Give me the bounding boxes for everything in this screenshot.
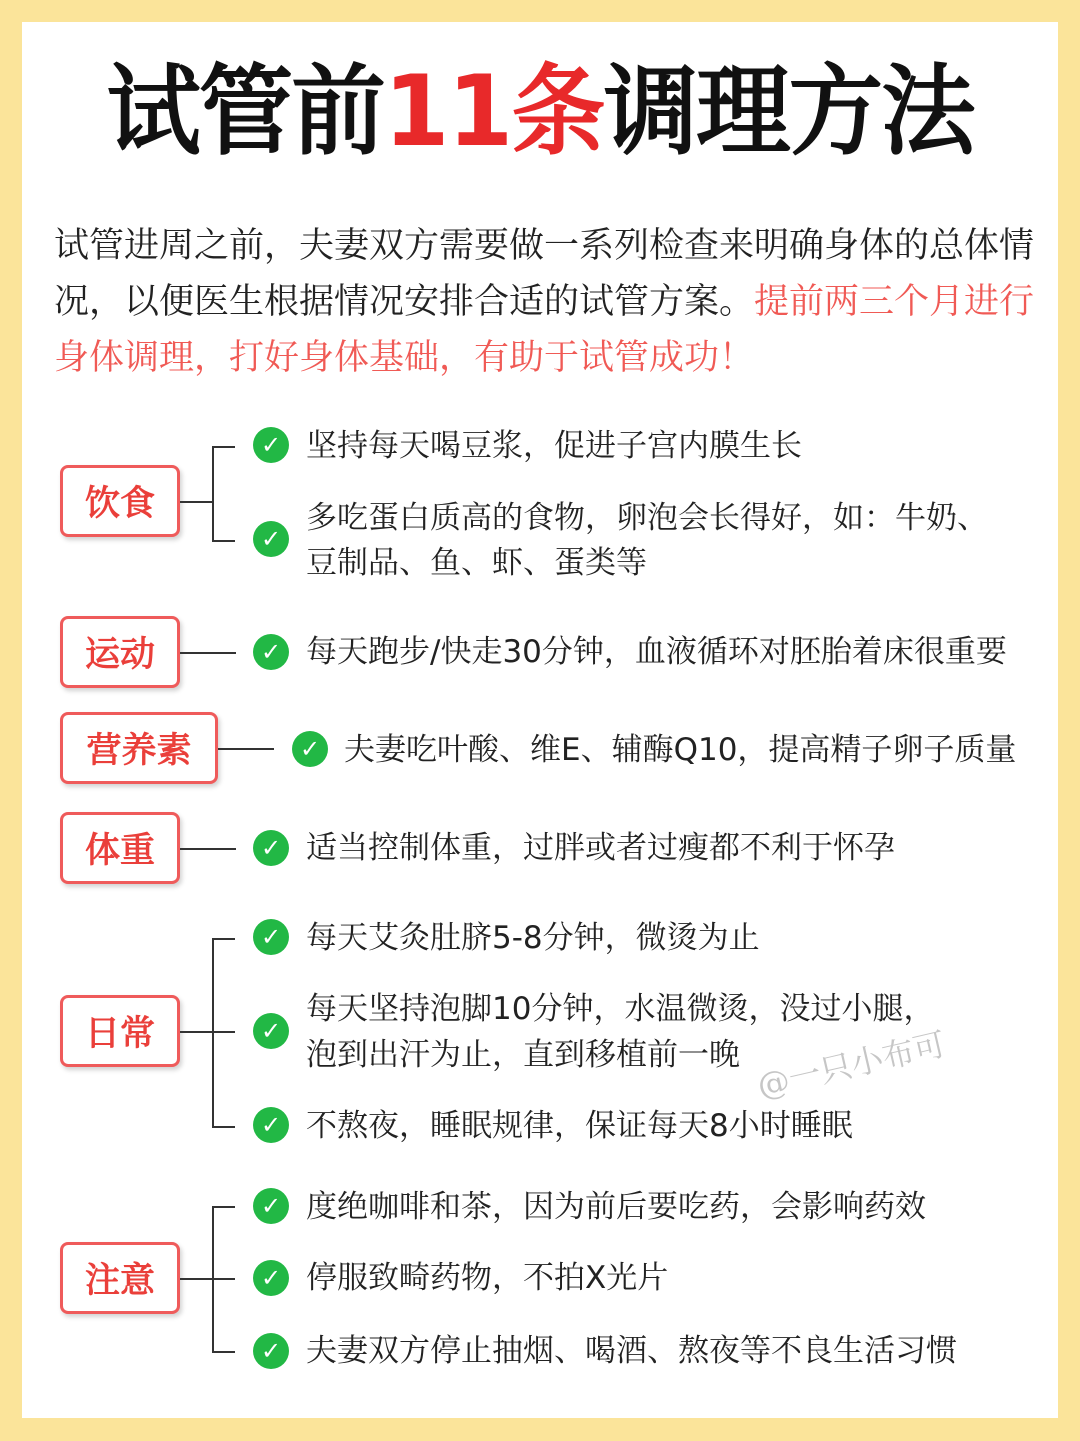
connector-line bbox=[218, 748, 274, 750]
connector-line bbox=[180, 501, 213, 503]
connector-line bbox=[180, 848, 236, 850]
bracket-line bbox=[212, 540, 235, 542]
connector-line bbox=[180, 1031, 213, 1033]
caution-item-2: 停服致畸药物，不拍X光片 bbox=[306, 1260, 669, 1296]
category-exercise: 运动 bbox=[60, 616, 180, 688]
check-icon: ✓ bbox=[253, 1333, 289, 1369]
daily-item-2-line-1: 每天坚持泡脚10分钟，水温微烫，没过小腿， bbox=[306, 991, 935, 1027]
bracket-line bbox=[212, 446, 214, 541]
weight-item-1: 适当控制体重，过胖或者过瘦都不利于怀孕 bbox=[306, 830, 895, 866]
caution-item-1: 度绝咖啡和茶，因为前后要吃药，会影响药效 bbox=[306, 1189, 926, 1225]
intro-paragraph bbox=[54, 218, 1039, 386]
category-weight: 体重 bbox=[60, 812, 180, 884]
category-diet: 饮食 bbox=[60, 465, 180, 537]
check-icon: ✓ bbox=[253, 919, 289, 955]
diet-item-2-line-1: 多吃蛋白质高的食物，卵泡会长得好，如：牛奶、 bbox=[306, 500, 988, 536]
bracket-line bbox=[212, 1031, 235, 1033]
bracket-line bbox=[212, 1126, 235, 1128]
bracket-line bbox=[212, 1351, 235, 1353]
title-part-2: 调理方法 bbox=[603, 55, 974, 169]
check-icon: ✓ bbox=[253, 521, 289, 557]
intro-text: 试管进周之前，夫妻双方需要做一系列检查来明确身体的总体情况，以便医生根据情况安排合适的试管方案。 bbox=[54, 226, 1035, 322]
check-icon: ✓ bbox=[253, 427, 289, 463]
nutrients-item-1: 夫妻吃叶酸、维E、辅酶Q10，提高精子卵子质量 bbox=[344, 732, 1017, 768]
title-highlight: 11条 bbox=[383, 55, 604, 169]
diet-item-1: 坚持每天喝豆浆，促进子宫内膜生长 bbox=[306, 428, 802, 464]
check-icon: ✓ bbox=[253, 830, 289, 866]
category-daily: 日常 bbox=[60, 995, 180, 1067]
category-caution: 注意 bbox=[60, 1242, 180, 1314]
check-icon: ✓ bbox=[253, 1013, 289, 1049]
daily-item-2-line-2: 泡到出汗为止，直到移植前一晚 bbox=[306, 1037, 740, 1073]
bracket-line bbox=[212, 938, 235, 940]
exercise-item-1: 每天跑步/快走30分钟，血液循环对胚胎着床很重要 bbox=[306, 634, 1007, 670]
category-nutrients: 营养素 bbox=[60, 712, 218, 784]
connector-line bbox=[180, 1278, 213, 1280]
daily-item-3: 不熬夜，睡眠规律，保证每天8小时睡眠 bbox=[306, 1108, 853, 1144]
watermark: @一只小布可 bbox=[753, 1024, 950, 1106]
caution-item-3: 夫妻双方停止抽烟、喝酒、熬夜等不良生活习惯 bbox=[306, 1333, 957, 1369]
check-icon: ✓ bbox=[292, 731, 328, 767]
bracket-line bbox=[212, 1278, 235, 1280]
daily-item-1: 每天艾灸肚脐5-8分钟，微烫为止 bbox=[306, 920, 760, 956]
diet-item-2-line-2: 豆制品、鱼、虾、蛋类等 bbox=[306, 545, 647, 581]
check-icon: ✓ bbox=[253, 1260, 289, 1296]
check-icon: ✓ bbox=[253, 1107, 289, 1143]
bracket-line bbox=[212, 446, 235, 448]
check-icon: ✓ bbox=[253, 634, 289, 670]
check-icon: ✓ bbox=[253, 1188, 289, 1224]
title-part-1: 试管前 bbox=[106, 55, 384, 169]
page-title bbox=[20, 52, 1060, 172]
intro-highlight: 提前两三个月进行身体调理，打好身体基础，有助于试管成功！ bbox=[54, 282, 1035, 378]
bracket-line bbox=[212, 1206, 235, 1208]
connector-line bbox=[180, 652, 236, 654]
